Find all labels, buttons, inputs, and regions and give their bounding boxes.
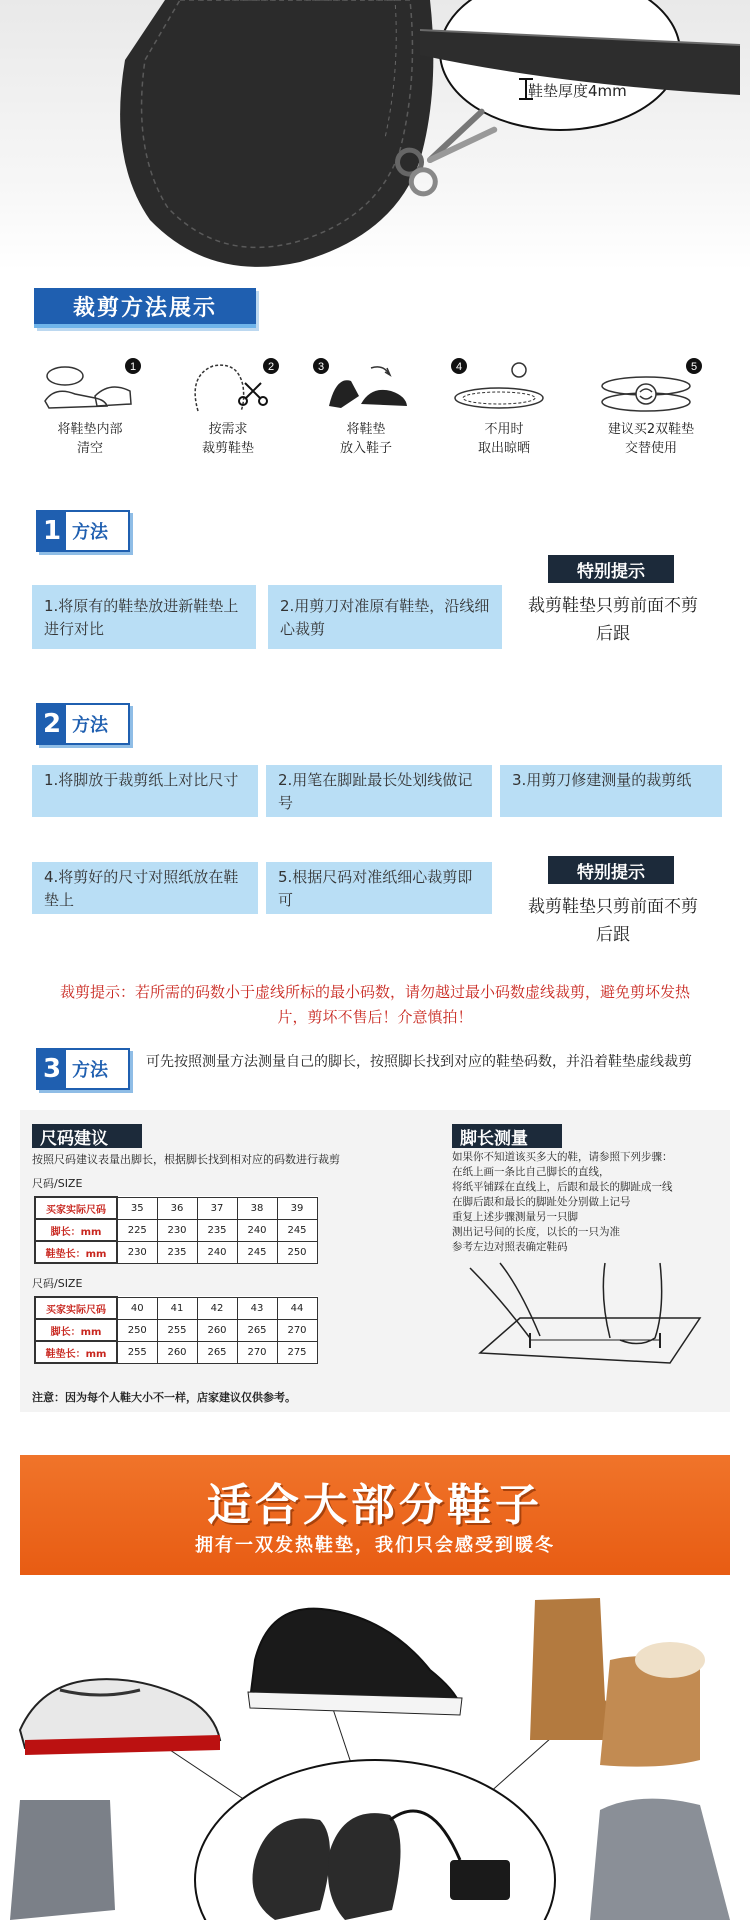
method-2-step-2: 2.用笔在脚趾最长处划线做记号 — [266, 765, 492, 817]
table-cell: 42 — [197, 1297, 237, 1319]
table-cell: 245 — [277, 1219, 317, 1241]
table-cell: 255 — [157, 1319, 197, 1341]
table-cell: 275 — [277, 1341, 317, 1363]
table-cell: 235 — [197, 1219, 237, 1241]
table-cell: 230 — [157, 1219, 197, 1241]
size-advice-title: 尺码建议 — [32, 1124, 142, 1148]
table-cell: 35 — [117, 1197, 157, 1219]
row-header: 脚长：mm — [35, 1319, 117, 1341]
special-tip-title: 特别提示 — [548, 555, 674, 583]
table-cell: 270 — [237, 1341, 277, 1363]
table-cell: 270 — [277, 1319, 317, 1341]
row-header: 买家实际尺码 — [35, 1297, 117, 1319]
table-cell: 225 — [117, 1219, 157, 1241]
method-1-step-2: 2.用剪刀对准原有鞋垫，沿线细心裁剪 — [268, 585, 502, 649]
step-label: 将鞋垫 放入鞋子 — [339, 422, 392, 456]
foot-measure-text: 如果你不知道该买多大的鞋，请参照下列步骤： 在纸上画一条比自己脚长的直线， 将纸平铺踩在直线上，后跟和最长的脚趾成一线 在脚后跟和最长的脚趾处分别做上记号 重复上述步骤测量另一只脚 测出记号间的长度，以长的一只为准 参考左边对照表确定鞋码 — [452, 1151, 673, 1253]
method-number: 3 — [38, 1050, 66, 1088]
step-5 — [582, 356, 720, 458]
table-cell: 250 — [117, 1319, 157, 1341]
table-cell: 39 — [277, 1197, 317, 1219]
row-header: 脚长：mm — [35, 1219, 117, 1241]
method-2-step-3: 3.用剪刀修建测量的裁剪纸 — [500, 765, 722, 817]
method-label: 方法 — [72, 522, 108, 543]
method-label: 方法 — [72, 715, 108, 736]
table-cell: 235 — [157, 1241, 197, 1263]
table-cell: 37 — [197, 1197, 237, 1219]
step-4 — [444, 356, 564, 458]
foot-measure-title: 脚长测量 — [452, 1124, 562, 1148]
swap-insoles-icon — [596, 356, 706, 414]
table-cell: 36 — [157, 1197, 197, 1219]
compatible-shoes-illustration — [0, 1580, 750, 1920]
table-cell: 245 — [237, 1241, 277, 1263]
step-number: 1 — [129, 361, 137, 373]
table-cell: 40 — [117, 1297, 157, 1319]
size-label: 尺码/SIZE — [32, 1277, 83, 1290]
table-cell: 260 — [157, 1341, 197, 1363]
foot-measure-illustration — [460, 1258, 720, 1368]
table-cell: 43 — [237, 1297, 277, 1319]
table-cell: 38 — [237, 1197, 277, 1219]
table-cell: 41 — [157, 1297, 197, 1319]
step-label: 将鞋垫内部 清空 — [57, 422, 123, 456]
step-2 — [168, 356, 288, 458]
method-label: 方法 — [72, 1060, 108, 1081]
special-tip-title: 特别提示 — [548, 856, 674, 884]
cut-insole-icon — [173, 356, 283, 414]
method-1-tag — [36, 510, 130, 552]
banner-subtitle: 拥有一双发热鞋垫，我们只会感受到暖冬 — [195, 1535, 555, 1556]
table-cell: 240 — [197, 1241, 237, 1263]
table-cell: 250 — [277, 1241, 317, 1263]
thickness-label: 鞋垫厚度4mm — [528, 82, 627, 100]
method-number: 1 — [38, 512, 66, 550]
size-note: 注意：因为每个人鞋大小不一样，店家建议仅供参考。 — [32, 1391, 296, 1404]
size-table-1 — [34, 1196, 318, 1264]
table-cell: 240 — [237, 1219, 277, 1241]
table-cell: 265 — [237, 1319, 277, 1341]
steps-row — [30, 356, 720, 486]
method-2-step-1: 1.将脚放于裁剪纸上对比尺寸 — [32, 765, 258, 817]
table-cell: 255 — [117, 1341, 157, 1363]
table-cell: 260 — [197, 1319, 237, 1341]
step-number: 2 — [267, 361, 275, 373]
method-2-tag — [36, 703, 130, 745]
step-number: 3 — [317, 361, 325, 373]
row-header: 买家实际尺码 — [35, 1197, 117, 1219]
cutting-method-title: 裁剪方法展示 — [34, 288, 256, 328]
cutting-warning: 裁剪提示：若所需的码数小于虚线所标的最小码数，请勿越过最小码数虚线裁剪，避免剪坏发热片，剪坏不售后！介意慎拍！ — [60, 983, 691, 1026]
special-tip-text: 裁剪鞋垫只剪前面不剪后跟 — [528, 596, 698, 644]
size-advice-desc: 按照尺码建议表量出脚长，根据脚长找到相对应的码数进行裁剪 — [32, 1153, 340, 1166]
row-header: 鞋垫长：mm — [35, 1241, 117, 1263]
step-label: 建议买2双鞋垫 交替使用 — [607, 422, 695, 456]
method-2-step-4: 4.将剪好的尺寸对照纸放在鞋垫上 — [32, 862, 258, 914]
table-cell: 230 — [117, 1241, 157, 1263]
step-label: 按需求 裁剪鞋垫 — [201, 422, 254, 456]
method-2-step-5: 5.根据尺码对准纸细心裁剪即可 — [266, 862, 492, 914]
method-3-tag — [36, 1048, 130, 1090]
method-1-step-1: 1.将原有的鞋垫放进新鞋垫上进行对比 — [32, 585, 256, 649]
insert-insole-icon — [311, 356, 421, 414]
step-1 — [30, 356, 150, 458]
size-label: 尺码/SIZE — [32, 1177, 83, 1190]
step-number: 5 — [690, 361, 698, 373]
method-number: 2 — [38, 705, 66, 743]
size-table-2 — [34, 1296, 318, 1364]
fits-most-shoes-banner — [20, 1455, 730, 1575]
method-3-text: 可先按照测量方法测量自己的脚长，按照脚长找到对应的鞋垫码数，并沿着鞋垫虚线裁剪 — [146, 1054, 692, 1070]
step-3 — [306, 356, 426, 458]
banner-title: 适合大部分鞋子 — [207, 1480, 543, 1531]
step-number: 4 — [455, 361, 463, 373]
row-header: 鞋垫长：mm — [35, 1341, 117, 1363]
size-chart-panel — [20, 1110, 730, 1412]
empty-shoe-icon — [35, 356, 145, 414]
sun-dry-icon — [449, 356, 559, 414]
insole-hero-image — [0, 0, 750, 270]
table-cell: 44 — [277, 1297, 317, 1319]
step-label: 不用时 取出晾晒 — [477, 422, 530, 456]
table-cell: 265 — [197, 1341, 237, 1363]
special-tip-text: 裁剪鞋垫只剪前面不剪后跟 — [528, 897, 698, 945]
